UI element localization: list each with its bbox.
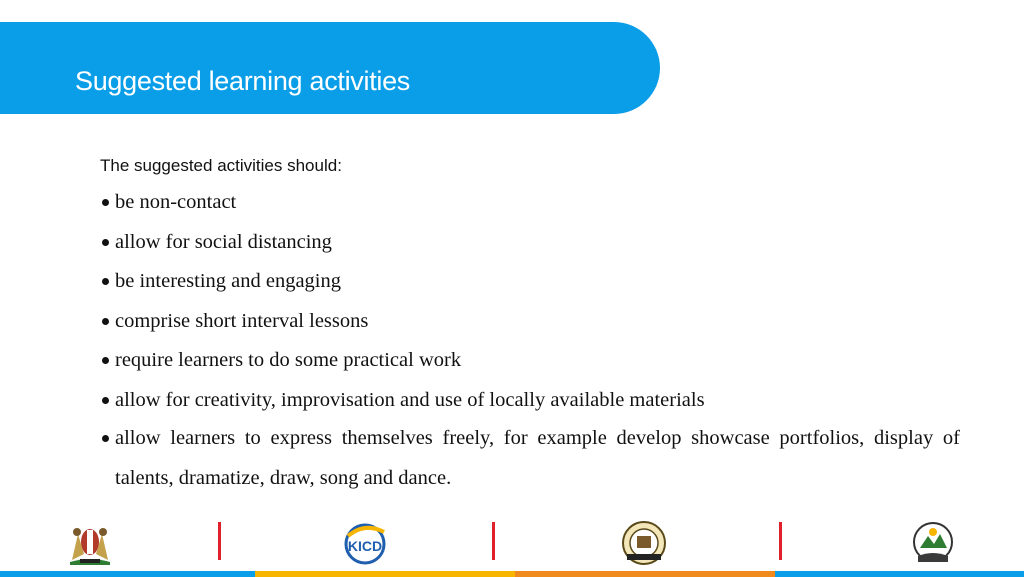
- seal-logo: [621, 520, 667, 571]
- kicd-logo: [340, 520, 390, 571]
- list-item: comprise short interval lessons: [100, 307, 960, 335]
- kicd-logo-text: KICD: [347, 538, 383, 554]
- bar-segment-orange: [515, 571, 775, 577]
- kenya-coat-of-arms-logo: [64, 520, 116, 571]
- bottom-color-bar: [0, 571, 1024, 577]
- list-item: allow learners to express themselves freely, for example develop showcase portfolios, display of talents, dramatize, draw, song and dance.: [100, 419, 960, 498]
- bar-segment-yellow: [255, 571, 515, 577]
- activity-list: [100, 188, 960, 510]
- list-item: be interesting and engaging: [100, 267, 960, 295]
- list-item: allow for creativity, improvisation and use of locally available materials: [100, 386, 960, 414]
- footer-divider: [492, 522, 495, 560]
- footer-divider: [218, 522, 221, 560]
- bar-segment-blue: [775, 571, 1024, 577]
- list-item: require learners to do some practical work: [100, 346, 960, 374]
- intro-text: The suggested activities should:: [100, 156, 342, 175]
- list-item: be non-contact: [100, 188, 960, 216]
- page-title: Suggested learning activities: [75, 66, 411, 96]
- bar-segment-blue: [0, 571, 255, 577]
- county-emblem-logo: [910, 520, 956, 571]
- footer-divider: [779, 522, 782, 560]
- list-item: allow for social distancing: [100, 228, 960, 256]
